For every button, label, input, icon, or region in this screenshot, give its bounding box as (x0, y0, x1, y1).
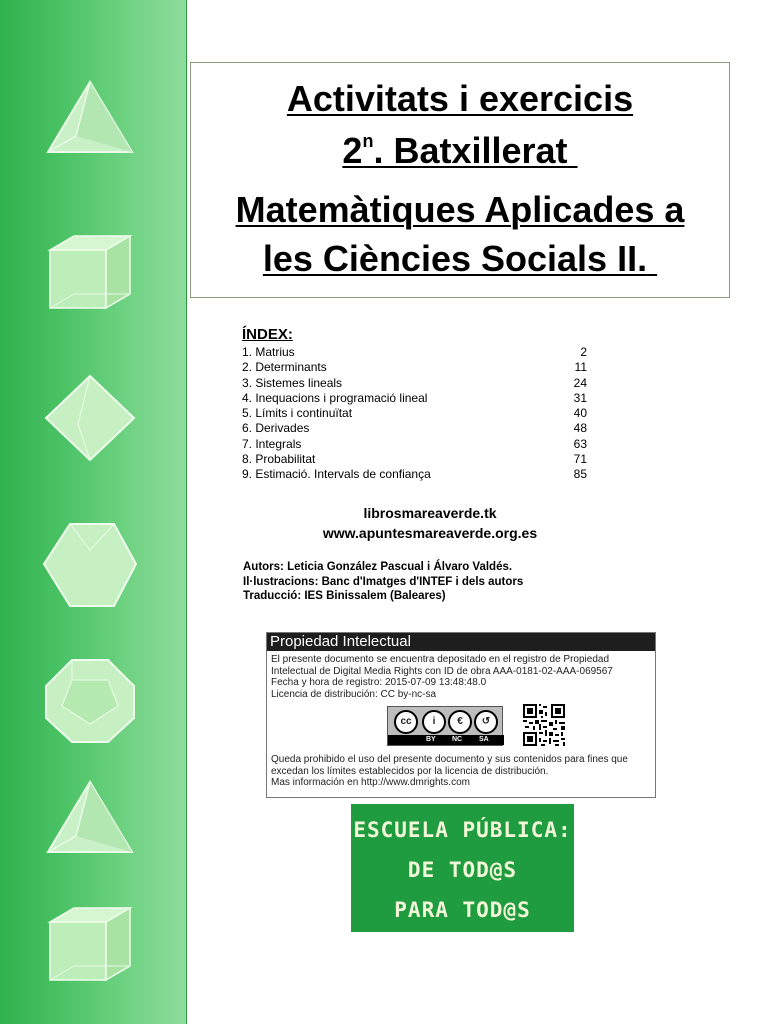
ip-license-text: Licencia de distribución: CC by-nc-sa (271, 688, 437, 700)
credits (243, 560, 523, 604)
toc-row[interactable] (242, 421, 587, 436)
toc-label: 9. Estimació. Intervals de confiança (242, 467, 431, 482)
toc-page: 40 (573, 406, 587, 421)
toc-row[interactable] (242, 437, 587, 452)
icosahedron-icon (42, 520, 138, 610)
title-line-2: 2$^n$. Batxillerat (342, 130, 568, 171)
escuela-line-1: ESCUELA PÚBLICA: (353, 818, 572, 842)
title-box (190, 62, 730, 298)
toc-row[interactable] (242, 452, 587, 467)
escuela-line-2: DE TOD@S (407, 858, 518, 882)
toc-row[interactable] (242, 391, 587, 406)
toc-row[interactable] (242, 406, 587, 421)
toc-label: 6. Derivades (242, 421, 310, 436)
toc-label: 4. Inequacions i programació lineal (242, 390, 428, 405)
ip-date-text: Fecha y hora de registro: 2015-07-09 13:48:48.0 (271, 677, 487, 688)
ip-more-info-text[interactable]: Mas información en http://www.dmrights.com (271, 777, 470, 788)
website-link-2[interactable]: www.apuntesmareaverde.org.es (322, 525, 538, 541)
by-icon: i (422, 710, 446, 734)
index-heading: ÍNDEX: (242, 326, 293, 343)
toc-label: 1. Matrius (242, 345, 295, 359)
website-link-1[interactable]: librosmareaverde.tk (363, 505, 497, 521)
toc-page: 48 (573, 421, 587, 436)
toc-label: 5. Límits i continuïtat (242, 406, 353, 421)
toc-label: 8. Probabilitat (242, 452, 316, 467)
title-line-4: les Ciències Socials II. (262, 238, 648, 279)
title-line-3: Matemàtiques Aplicades a (235, 189, 685, 230)
cc-label-by: BY (426, 736, 436, 743)
dodecahedron-icon (42, 656, 138, 746)
ip-registry-text: El presente documento se encuentra depositado en el registro de Propiedad Intelectual de Digital Media Rights con ID de obra AAA-0181-02-AAA-069567 (271, 654, 613, 677)
nc-icon: € (448, 710, 472, 734)
sa-icon: ↺ (474, 710, 498, 734)
title-line-1: Activitats i exercicis (286, 78, 634, 119)
escuela-line-3: PARA TOD@S (394, 898, 531, 922)
cc-label-sa: SA (479, 736, 489, 743)
escuela-publica-banner (351, 804, 574, 932)
website-links (300, 503, 560, 543)
cube-icon (42, 228, 138, 318)
toc-page: 71 (573, 452, 587, 467)
pyramid-icon (42, 76, 138, 166)
authors-line: Autors: Leticia González Pascual i Álvaro Valdés. (243, 561, 513, 573)
toc-row[interactable] (242, 467, 587, 482)
toc-page: 11 (574, 360, 587, 375)
toc-label: 2. Determinants (242, 360, 327, 375)
ip-header: Propiedad Intelectual (267, 633, 655, 651)
cc-icon: cc (394, 710, 418, 734)
toc-page: 63 (573, 436, 587, 451)
table-of-contents (242, 325, 587, 483)
toc-row[interactable] (242, 376, 587, 391)
cc-license-icon (387, 706, 503, 746)
ip-prohibition-text: Queda prohibido el uso del presente documento y sus contenidos para fines que excedan los límites establecidos por la licencia de distribución. (271, 754, 628, 777)
translation-line: Traducció: IES Binissalem (Baleares) (243, 590, 446, 602)
toc-label: 3. Sistemes lineals (242, 375, 343, 390)
toc-page: 2 (580, 345, 587, 359)
toc-page: 31 (573, 390, 587, 405)
toc-label: 7. Integrals (242, 436, 302, 451)
qr-code-icon (523, 704, 565, 746)
cc-label-nc: NC (452, 736, 463, 743)
toc-row[interactable] (242, 360, 587, 375)
toc-page: 85 (573, 467, 587, 482)
illustrations-line: Il·lustracions: Banc d'Imatges d'INTEF i dels autors (243, 575, 524, 588)
decorative-sidebar (0, 0, 187, 1024)
octahedron-icon (42, 374, 138, 464)
toc-page: 24 (573, 375, 587, 390)
toc-row[interactable] (242, 345, 587, 360)
pyramid-icon (42, 776, 138, 866)
intellectual-property-notice (266, 632, 656, 798)
cube-icon (42, 900, 138, 990)
